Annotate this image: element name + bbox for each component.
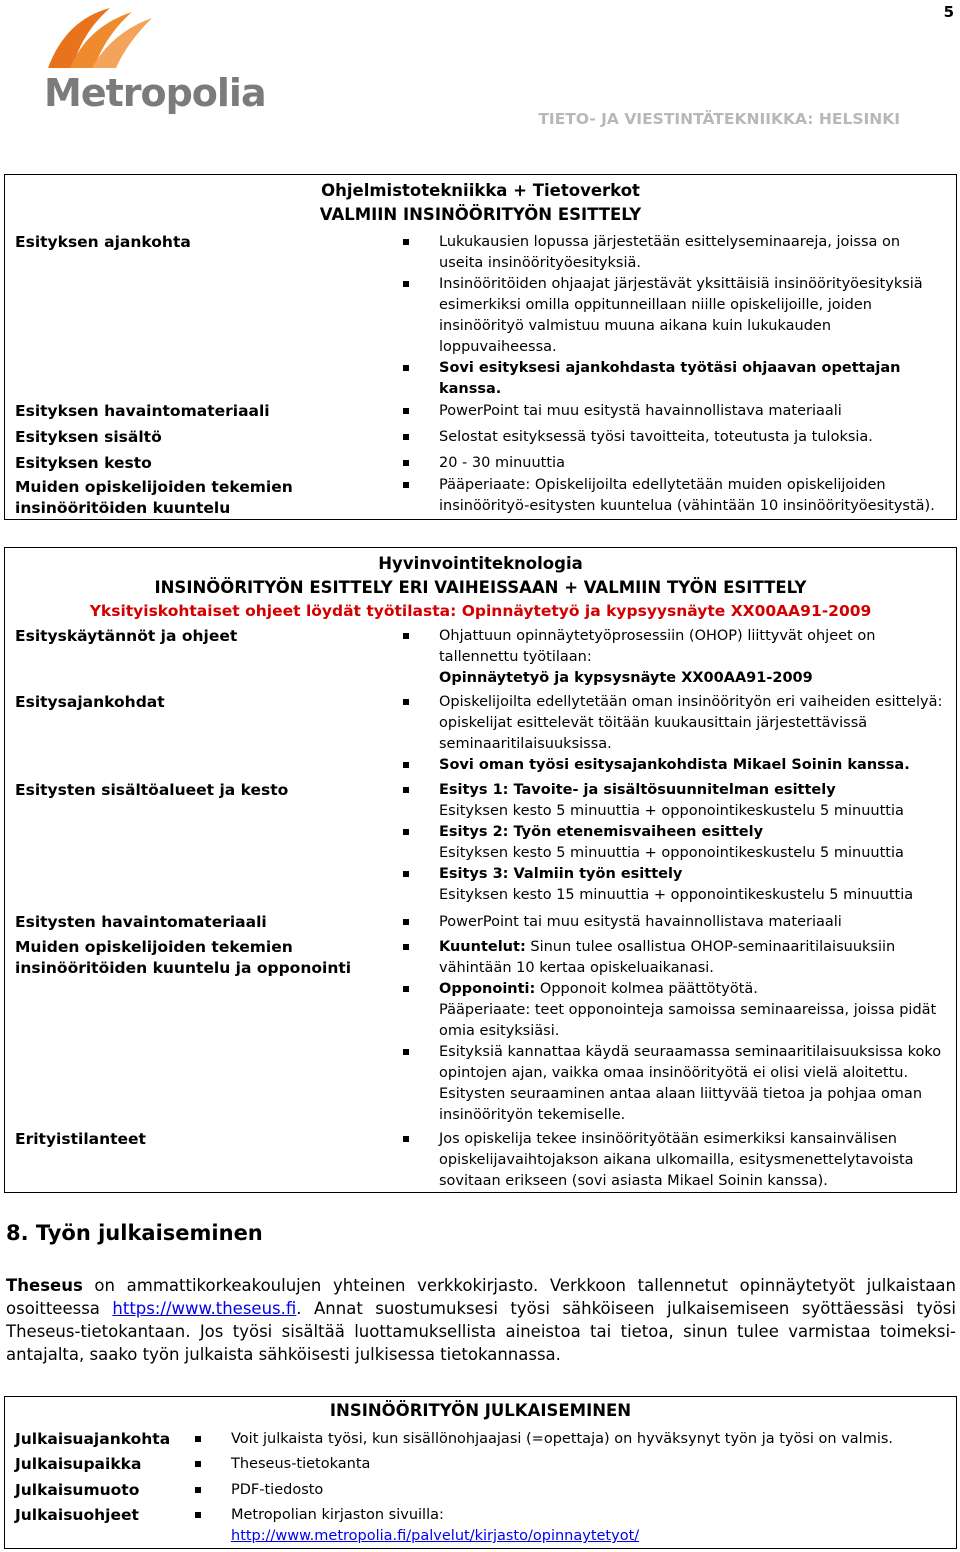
paragraph-text: on ammattikorkeakoulujen yhteinen verkkokirjasto. Verkkoon tallennetut opinnäytetyöt julkaistaan osoitteessa: [6, 1276, 956, 1319]
list-item-text: Opponoit kolmea päättötyötä.: [535, 981, 758, 998]
list-item: Opiskelijoilta edellytetään oman insinöörityön eri vaiheiden esittelyä: opiskelijat esittelevät töitään kuukausittain järjestettävissä seminaaritilaisuuksissa.: [439, 692, 946, 755]
list-item-title: Opponointi:: [439, 981, 536, 998]
row-label: Esityksen kesto: [15, 454, 152, 472]
list-item: [439, 626, 946, 689]
list-item: Selostat esityksessä työsi tavoitteita, toteutusta ja tuloksia.: [439, 427, 946, 448]
table2-title2: INSINÖÖRITYÖN ESITTELY ERI VAIHEISSAAN + VALMIIN TYÖN ESITTELY: [154, 577, 807, 597]
list-item: [439, 780, 946, 822]
row-label: Julkaisuajankohta: [15, 1430, 171, 1448]
row-label: Esityksen sisältö: [15, 428, 162, 446]
metropolia-logo: [40, 6, 266, 116]
logo-text: Metropolia: [44, 71, 266, 115]
list-item-title: Esitys 2: Työn etenemisvaiheen esittely: [439, 824, 764, 841]
list-item: Jos opiskelija tekee insinöörityötään esimerkiksi kansainvälisen opiskelijavaihtojakson aikana ulkomailla, esitysmenettelytavoista sovitaan erikseen (sovi asiasta Mikael Soinin kanssa).: [439, 1129, 946, 1192]
list-item-text: Esityksen kesto 5 minuuttia + opponointikeskustelu 5 minuuttia: [439, 845, 904, 862]
list-item: [439, 822, 946, 864]
library-link[interactable]: http://www.metropolia.fi/palvelut/kirjasto/opinnaytetyot/: [231, 1528, 640, 1545]
list-item: [231, 1505, 946, 1547]
list-item: Theseus-tietokanta: [231, 1454, 946, 1475]
row-label: Esitysajankohdat: [15, 693, 165, 711]
row-label: Esityskäytännöt ja ohjeet: [15, 627, 238, 645]
table3-title: INSINÖÖRITYÖN JULKAISEMINEN: [329, 1401, 632, 1420]
row-content: [439, 232, 946, 400]
row-label: Esitysten sisältöalueet ja kesto: [15, 781, 289, 799]
list-item-title: Kuuntelut:: [439, 939, 526, 955]
section-paragraph: [6, 1274, 956, 1366]
table2-title1: Hyvinvointiteknologia: [378, 554, 583, 573]
department-header: TIETO- JA VIESTINTÄTEKNIIKKA: HELSINKI: [538, 110, 900, 128]
list-item: PowerPoint tai muu esitystä havainnollistava materiaali: [439, 401, 946, 422]
row-label: Muiden opiskelijoiden tekemien insinööritöiden kuuntelu ja opponointi: [15, 938, 352, 977]
theseus-name: Theseus: [6, 1276, 83, 1295]
list-item-text: Metropolian kirjaston sivuilla:: [231, 1507, 444, 1523]
table-publishing: [4, 1396, 957, 1549]
row-label: Muiden opiskelijoiden tekemien insinööritöiden kuuntelu: [15, 478, 293, 517]
row-label: Erityistilanteet: [15, 1130, 146, 1148]
row-label: Esityksen ajankohta: [15, 233, 191, 251]
list-item: [439, 979, 946, 1042]
table1-title2: VALMIIN INSINÖÖRITYÖN ESITTELY: [319, 204, 642, 224]
list-item-text: Esityksen kesto 15 minuuttia + opponointikeskustelu 5 minuuttia: [439, 887, 914, 904]
list-item: Pääperiaate: Opiskelijoilta edellytetään muiden opiskelijoiden insinöörityö-esitysten kuuntelua (vähintään 10 insinöörityöesitystä).: [439, 475, 946, 517]
table1-title1: Ohjelmistotekniikka + Tietoverkot: [321, 181, 640, 200]
list-item: [439, 937, 946, 979]
list-item: 20 - 30 minuuttia: [439, 453, 946, 474]
row-label: Esityksen havaintomateriaali: [15, 402, 270, 420]
row-label: Esitysten havaintomateriaali: [15, 913, 267, 931]
workspace-name: Opinnäytetyö ja kypsysnäyte XX00AA91-2009: [439, 670, 813, 687]
page-number: 5: [943, 3, 954, 21]
list-item-text: Esityksen kesto 5 minuuttia + opponointikeskustelu 5 minuuttia: [439, 803, 904, 820]
list-item: Insinööritöiden ohjaajat järjestävät yksittäisiä insinöörityöesityksiä esimerkiksi omilla oppitunneillaan niille opiskelijoille, joiden insinöörityö valmistuu muuna aikana kuin lukukauden loppuvaiheessa.: [439, 274, 946, 358]
list-item-title: Esitys 1: Tavoite- ja sisältösuunnitelman esittely: [439, 782, 836, 798]
list-item: Voit julkaista työsi, kun sisällönohjaajasi (=opettaja) on hyväksynyt työn ja työsi on valmis.: [231, 1429, 946, 1450]
list-item-title: Esitys 3: Valmiin työn esittely: [439, 866, 683, 883]
list-item: PDF-tiedosto: [231, 1480, 946, 1501]
row-label: Julkaisumuoto: [15, 1481, 140, 1499]
list-item-text: Ohjattuun opinnäytetyöprosessiin (OHOP) liittyvät ohjeet on tallennettu työtilaan:: [439, 628, 876, 666]
list-item: PowerPoint tai muu esitystä havainnollistava materiaali: [439, 912, 946, 933]
list-item-text: Sinun tulee osallistua OHOP-seminaaritilaisuuksiin vähintään 10 kertaa opiskeluaikanasi.: [439, 939, 896, 977]
list-item: Lukukausien lopussa järjestetään esittelyseminaareja, joissa on useita insinöörityöesityksiä.: [439, 232, 946, 274]
table-wellbeing-technology: [4, 547, 957, 1193]
table-software-engineering: [4, 174, 957, 520]
row-label: Julkaisuohjeet: [15, 1506, 139, 1524]
table2-title3: Yksityiskohtaiset ohjeet löydät työtilasta: Opinnäytetyö ja kypsyysnäyte XX00AA91-2009: [89, 601, 872, 620]
list-item-text: Pääperiaate: teet opponointeja samoissa seminaareissa, joissa pidät omia esityksiäsi.: [439, 1002, 937, 1040]
list-item: Esityksiä kannattaa käydä seuraamassa seminaaritilaisuuksissa koko opintojen ajan, vaikka omaa insinöörityötä ei olisi vielä aloitettu. Esitysten seuraaminen antaa alaan liittyvää tietoa ja pohjaa oman insinöörityön tekemiselle.: [439, 1042, 946, 1126]
section-heading: 8. Työn julkaiseminen: [6, 1221, 263, 1245]
list-item: Sovi oman työsi esitysajankohdista Mikael Soinin kanssa.: [439, 755, 946, 776]
paragraph-text: . Annat suostumuksesi työsi sähköiseen julkaisemiseen syöttäessäsi työsi Theseus-tietokantaan. Jos työsi sisältää luottamuksellista aineistoa tai tietoa, sinun tulee varmistaa toimeksi-antajalta, saako työn julkaista sähköisesti julkisessa tietokannassa.: [6, 1299, 956, 1365]
list-item: [439, 864, 946, 906]
list-item: Sovi esityksesi ajankohdasta työtäsi ohjaavan opettajan kanssa.: [439, 358, 946, 400]
row-label: Julkaisupaikka: [15, 1455, 142, 1473]
theseus-link[interactable]: https://www.theseus.fi: [112, 1299, 297, 1319]
